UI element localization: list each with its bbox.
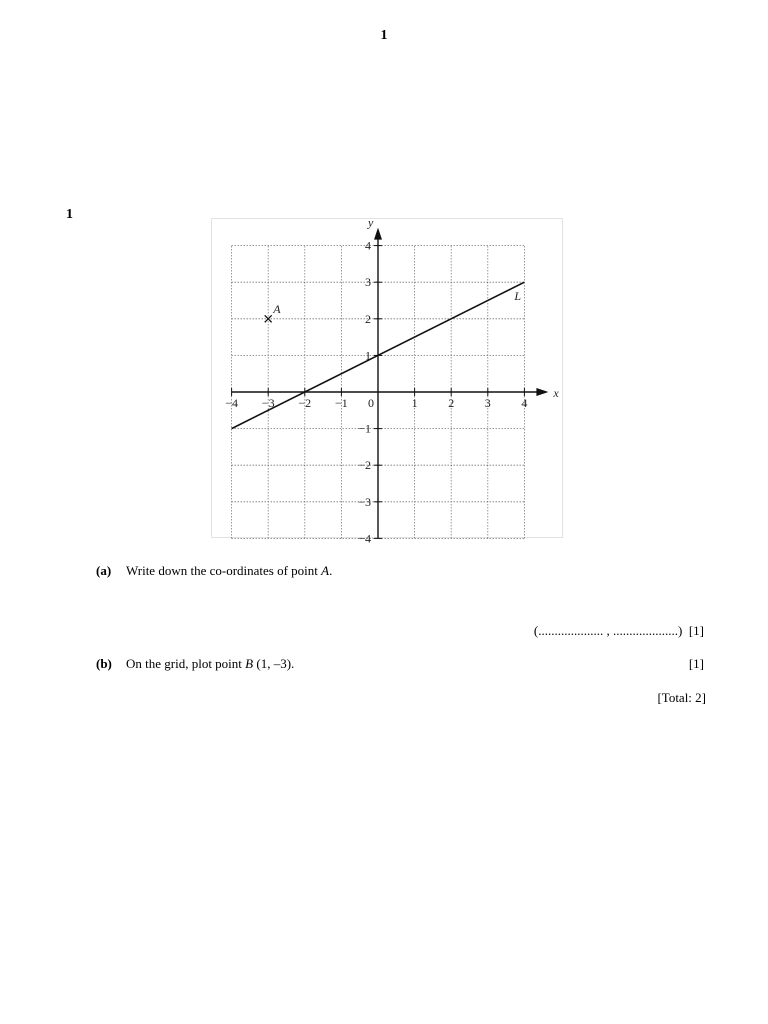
part-a-text: [126, 563, 332, 578]
part-b-var: B: [245, 656, 254, 671]
part-b-text-before: On the grid, plot point: [126, 656, 246, 671]
point-A-label: A: [273, 301, 281, 316]
y-tick-label: 3: [365, 275, 371, 290]
coordinate-grid: [211, 215, 563, 546]
part-a-text-after: .: [329, 563, 333, 578]
line-L-label: L: [514, 289, 522, 304]
part-b-marks: [1]: [688, 656, 704, 671]
y-tick-label: 1: [365, 348, 371, 363]
total-marks: [Total: 2]: [657, 690, 706, 705]
y-tick-label: 2: [365, 311, 371, 326]
x-axis-label: x: [553, 386, 559, 400]
x-tick-label: 1: [411, 396, 418, 410]
x-tick-label: −4: [225, 396, 238, 410]
part-a-var: A: [321, 563, 330, 578]
x-tick-label: 0: [368, 396, 374, 410]
question-number: 1: [66, 207, 73, 222]
part-a-answer-line: [534, 623, 704, 639]
coordinate-grid-svg: [211, 215, 563, 546]
x-tick-label: 4: [521, 396, 528, 410]
y-tick-label: 4: [365, 238, 371, 253]
x-tick-label: 3: [484, 396, 491, 410]
x-tick-label: −2: [298, 396, 312, 410]
page-number: 1: [380, 28, 388, 43]
grid-frame: [212, 219, 563, 538]
part-b-label: (b): [96, 656, 112, 671]
part-a-marks: [1]: [688, 623, 704, 638]
part-a-label: (a): [96, 563, 112, 578]
x-tick-label: 2: [448, 396, 455, 410]
y-axis-arrow: [374, 228, 382, 240]
x-tick-label: −3: [261, 396, 275, 410]
part-b: [96, 656, 294, 672]
part-b-text: [126, 656, 294, 671]
y-tick-label: −2: [358, 458, 371, 473]
x-tick-label: −1: [335, 396, 348, 410]
y-tick-label: −1: [358, 421, 371, 436]
y-axis-label: y: [368, 215, 374, 230]
part-a-text-before: Write down the co-ordinates of point: [126, 563, 322, 578]
y-tick-label: −3: [358, 494, 371, 509]
answer-blank[interactable]: (.................... , ....................): [533, 623, 683, 638]
part-a: [96, 563, 332, 579]
part-b-text-after: (1, –3).: [253, 656, 295, 671]
x-axis-arrow: [536, 388, 548, 396]
y-tick-label: −4: [358, 531, 371, 546]
